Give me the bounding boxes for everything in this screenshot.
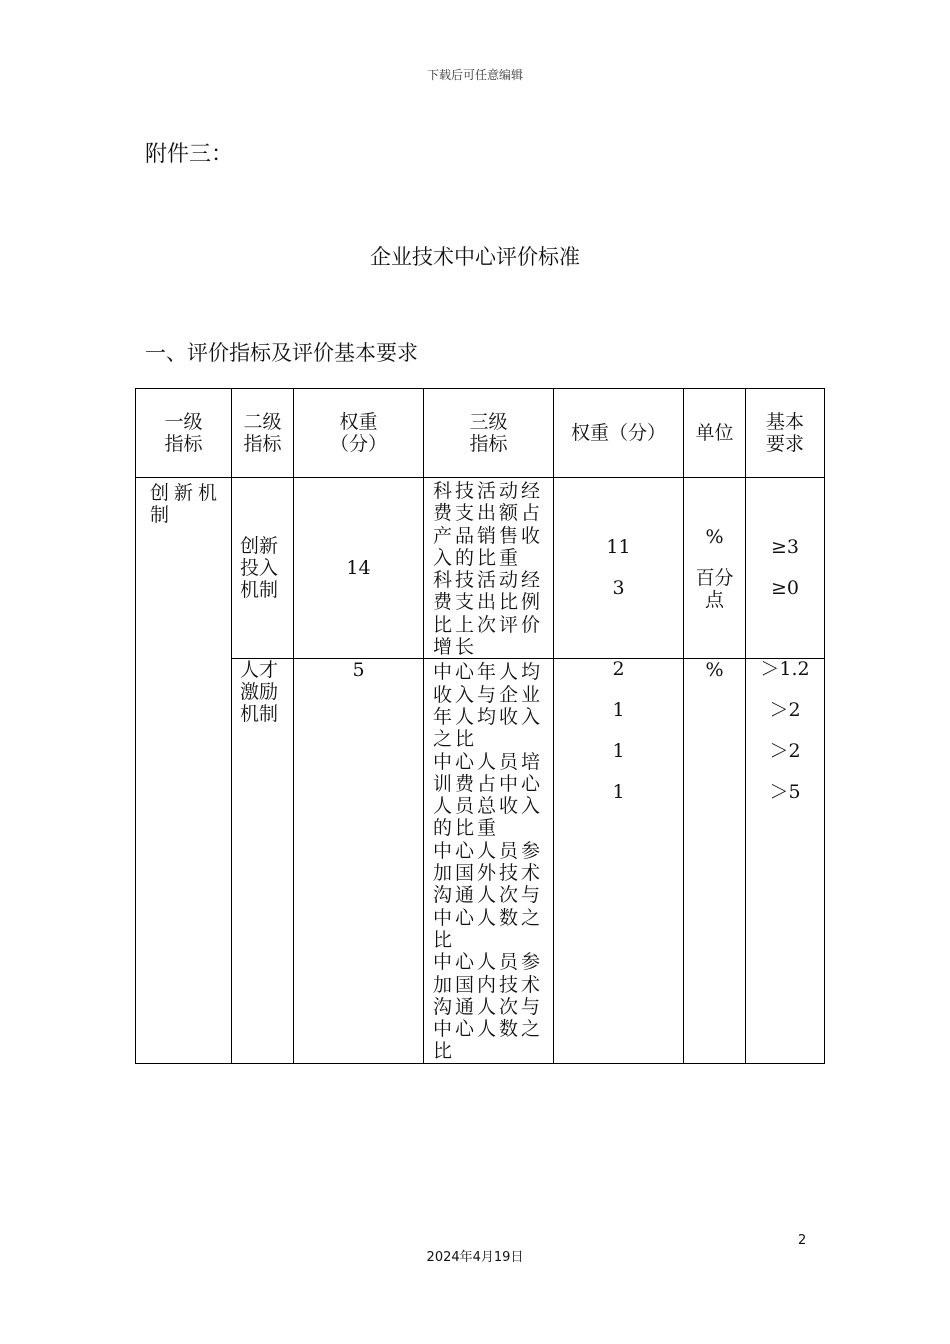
level2-cell: 人才激励机制 [232, 659, 294, 1063]
page-header: 下载后可任意编辑 [426, 68, 523, 82]
section-heading: 一、评价指标及评价基本要求 [145, 341, 418, 365]
unit-cell: % 百分点 [684, 478, 746, 659]
header-level2: 二级 指标 [232, 389, 294, 478]
requirement-cell: ＞1.2 ＞2 ＞2 ＞5 [746, 659, 825, 1063]
level3-cell: 中心年人均收入与企业年人均收入之比 中心人员培训费占中心人员总收入的比重 中心人员参加国外技术沟通人次与中心人数之比 中心人员参加国内技术沟通人次与中心人数之比 [424, 659, 554, 1063]
level3-cell: 科技活动经费支出额占产品销售收入的比重 科技活动经费支出比例比上次评价增长 [424, 478, 554, 659]
sub-weight-cell: 2 1 1 1 [554, 659, 684, 1063]
weight-cell: 5 [294, 659, 424, 1063]
requirement-cell: ≥3 ≥0 [746, 478, 825, 659]
header-sub-weight: 权重（分） [554, 389, 684, 478]
table-header-row [136, 389, 825, 478]
unit-cell: % [684, 659, 746, 1063]
header-weight: 权重 （分） [294, 389, 424, 478]
table-row [136, 478, 825, 659]
sub-weight-cell: 11 3 [554, 478, 684, 659]
footer-date: 2024年4月19日 [426, 1250, 524, 1265]
document-title: 企业技术中心评价标准 [370, 245, 580, 269]
level1-cell: 创新机制 [136, 478, 232, 1064]
page-number: 2 [798, 1233, 807, 1248]
table-row [136, 659, 825, 1063]
attachment-label: 附件三： [145, 142, 234, 167]
header-level1: 一级 指标 [136, 389, 232, 478]
header-unit: 单位 [684, 389, 746, 478]
level2-cell: 创新投入机制 [232, 478, 294, 659]
header-requirement: 基本 要求 [746, 389, 825, 478]
header-level3: 三级 指标 [424, 389, 554, 478]
weight-cell: 14 [294, 478, 424, 659]
evaluation-table [135, 388, 825, 1064]
